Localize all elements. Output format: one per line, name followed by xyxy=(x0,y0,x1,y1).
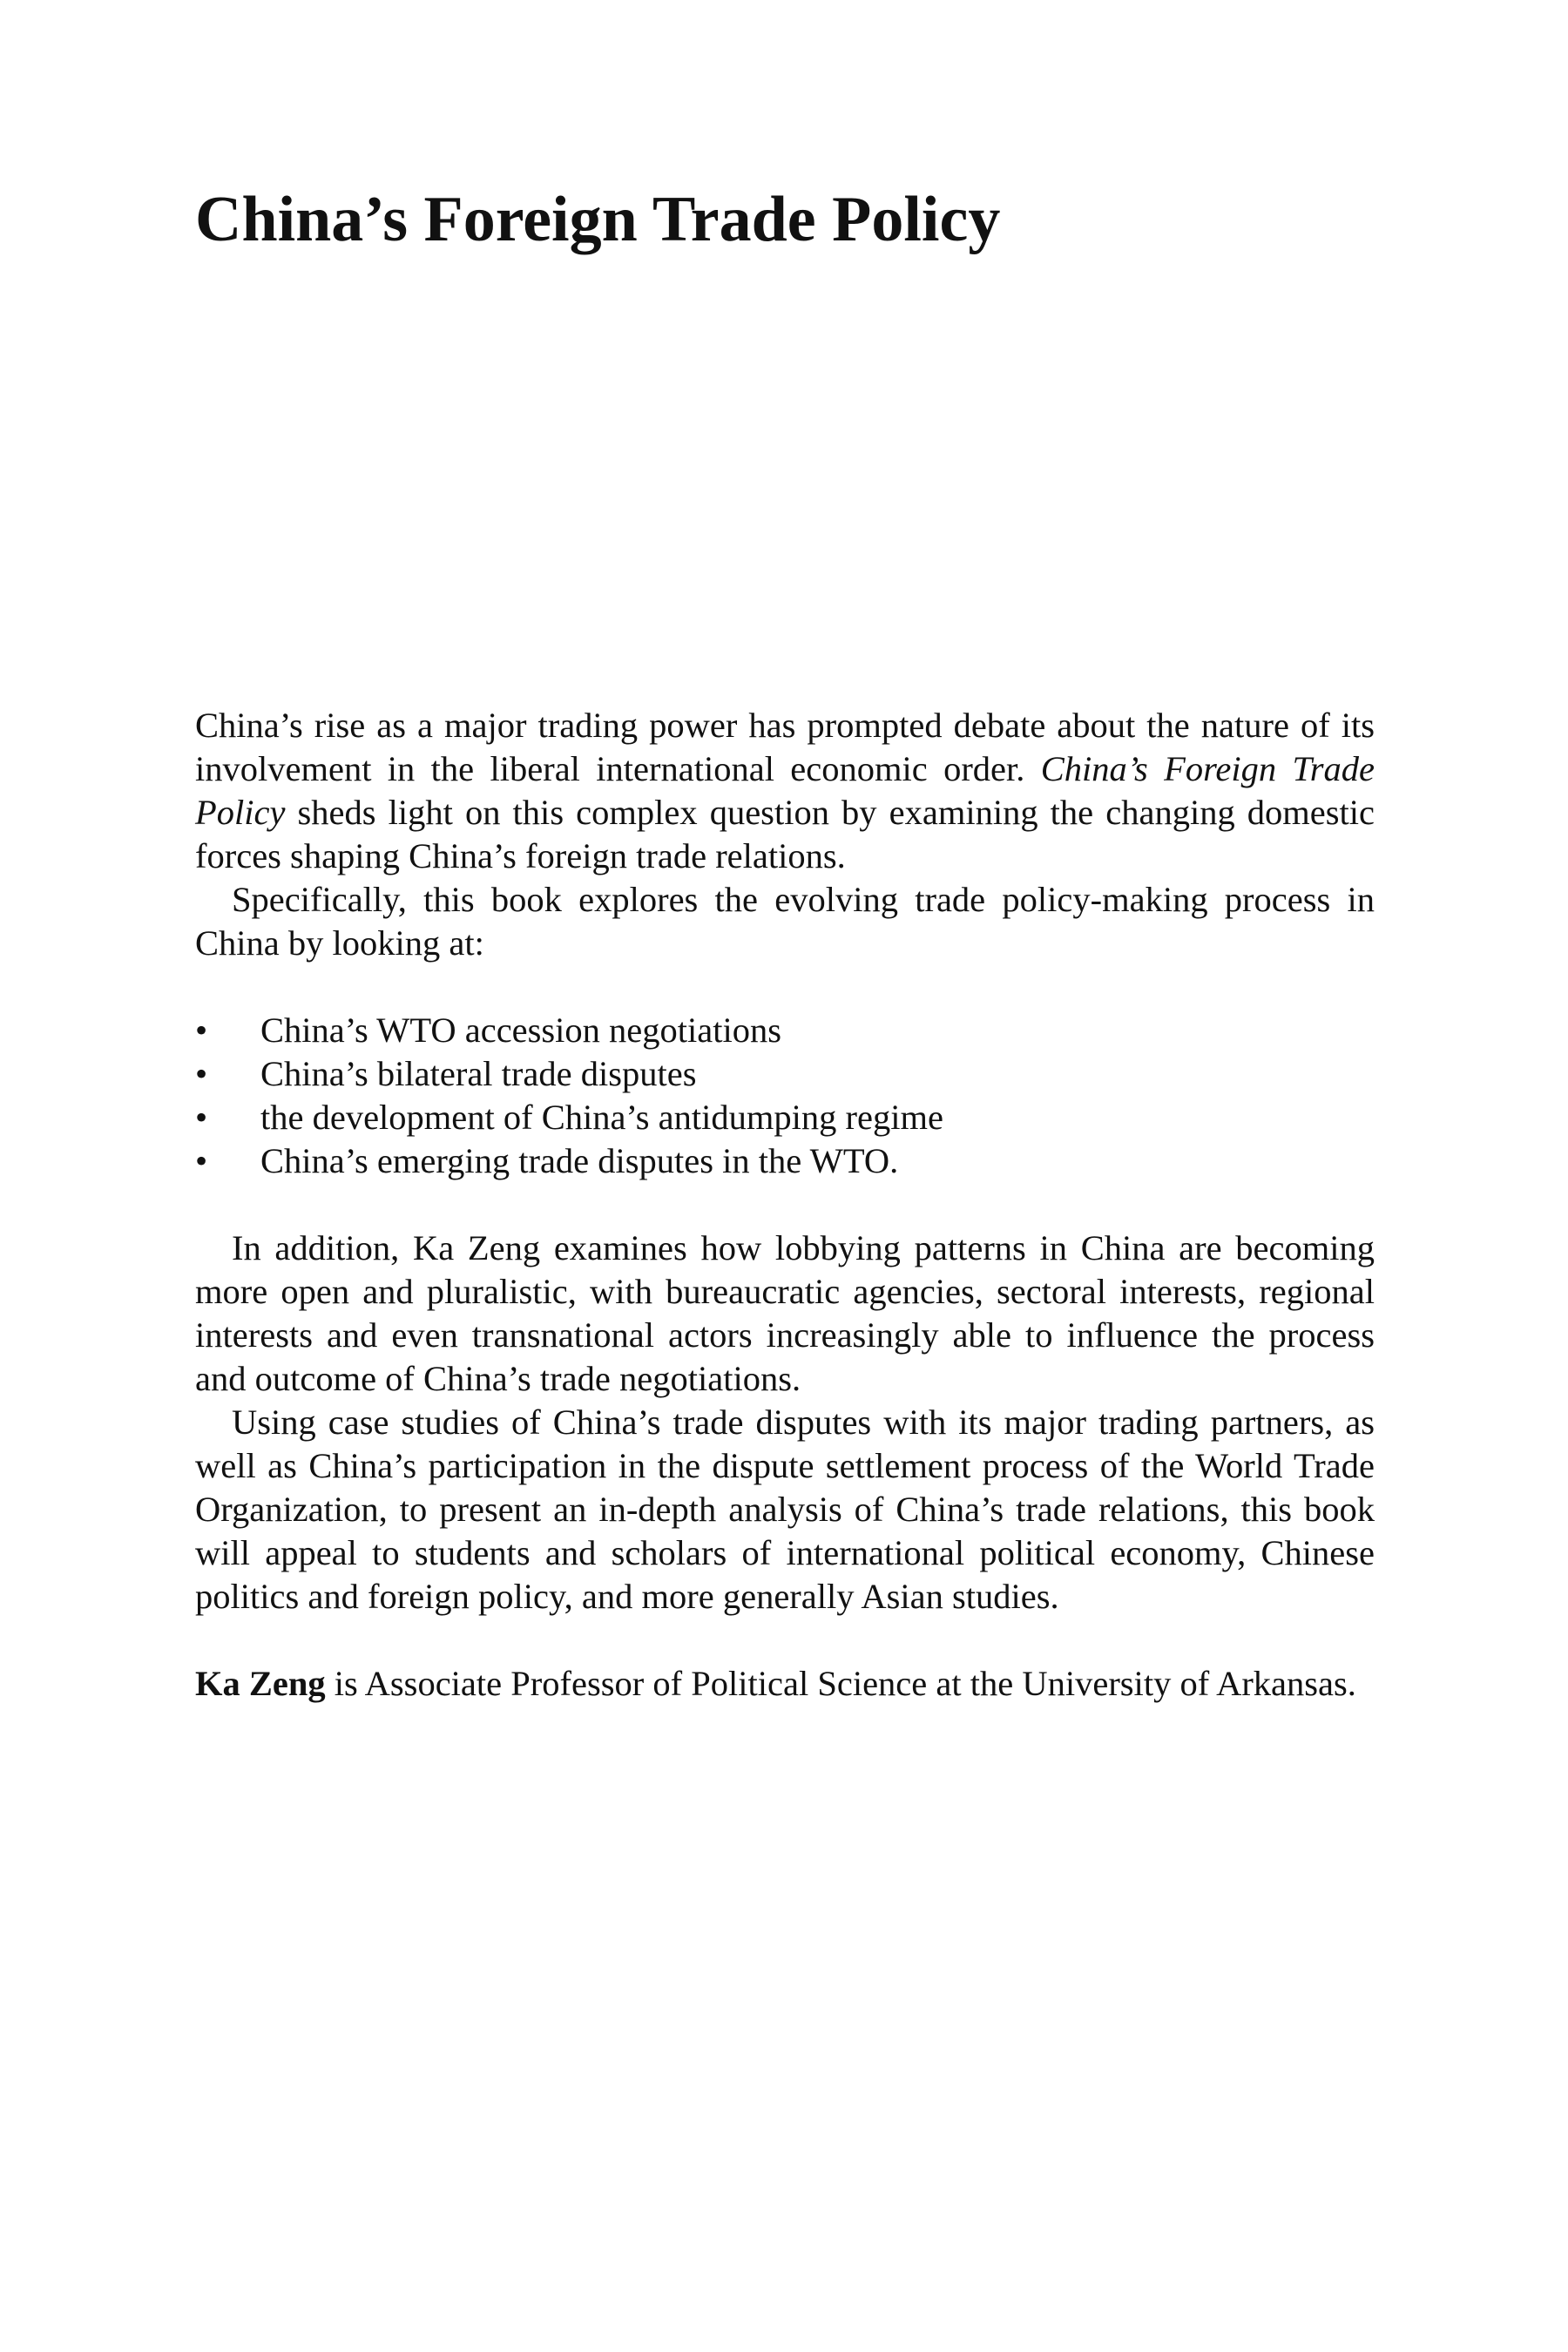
list-item xyxy=(195,1052,1375,1096)
author-bio-text: is Associate Professor of Political Science at the University of Arkansas. xyxy=(325,1664,1356,1703)
addition-paragraph: In addition, Ka Zeng examines how lobbying patterns in China are becoming more open and pluralistic, with bureaucratic agencies, sectoral interests, regional interests and even transnational actors increasingly able to influence the process and outcome of China’s trade negotiations. xyxy=(195,1228,1375,1398)
intro-italic-title: China’s Foreign Trade Policy xyxy=(195,749,1375,832)
intro-paragraph xyxy=(195,704,1375,878)
bullet-marker: • xyxy=(195,1054,208,1093)
author-bio xyxy=(195,1662,1375,1706)
bullet-marker: • xyxy=(195,1098,208,1137)
list-item xyxy=(195,1096,1375,1139)
bullet-marker: • xyxy=(195,1141,208,1180)
bullet-marker: • xyxy=(195,1010,208,1050)
topic-list xyxy=(195,1009,1375,1183)
author-name: Ka Zeng xyxy=(195,1664,326,1703)
list-item-text: the development of China’s antidumping regime xyxy=(260,1098,943,1137)
list-item xyxy=(195,1009,1375,1052)
list-item-text: China’s bilateral trade disputes xyxy=(260,1054,697,1093)
intro-text-start: China’s rise as a major trading power has prompted debate about the nature of its involvement in the liberal international economic order. xyxy=(195,706,1375,788)
specifically-paragraph: Specifically, this book explores the evolving trade policy-making process in China by looking at: xyxy=(195,880,1375,963)
book-description xyxy=(195,704,1375,1706)
list-item xyxy=(195,1139,1375,1183)
list-item-text: China’s WTO accession negotiations xyxy=(260,1010,782,1050)
case-studies-paragraph: Using case studies of China’s trade disputes with its major trading partners, as well as China’s participation in the dispute settlement process of the World Trade Organization, to present an in-depth analysis of China’s trade relations, this book will appeal to students and scholars of international political economy, Chinese politics and foreign policy, and more generally Asian studies. xyxy=(195,1402,1375,1616)
intro-text-end: sheds light on this complex question by examining the changing domestic forces shaping China’s foreign trade relations. xyxy=(195,793,1375,875)
book-title: China’s Foreign Trade Policy xyxy=(195,184,1001,255)
list-item-text: China’s emerging trade disputes in the WTO. xyxy=(260,1141,899,1180)
